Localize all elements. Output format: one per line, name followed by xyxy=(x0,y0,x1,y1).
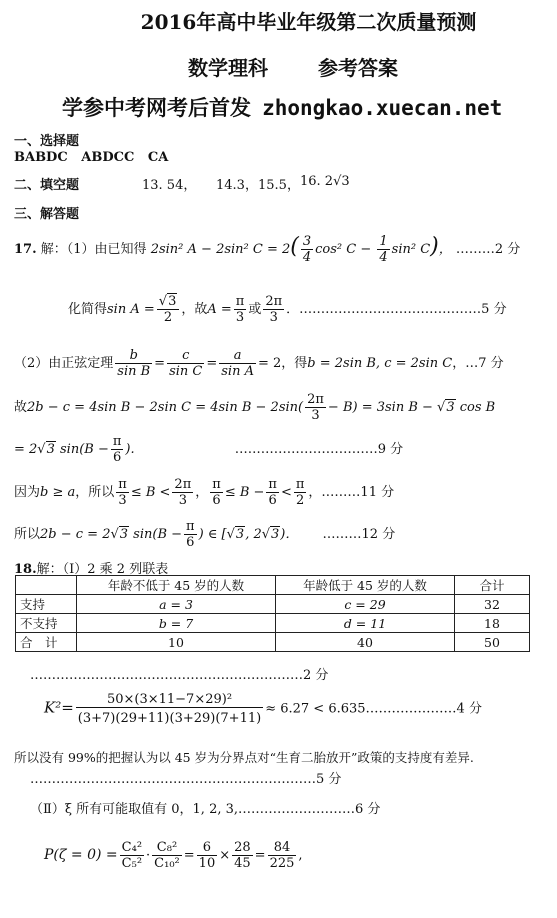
q18-score-6: ………………………6 分 xyxy=(238,802,381,817)
q17-eq1: 2sin² A − 2sin² C = 2( $\frac{3}{4}$ cos² C − $\frac{1}{4}$ sin² C)， xyxy=(150,234,452,265)
q18-conclusion: 所以没有 99%的把握认为以 45 岁为分界点对“生育二胎放开”政策的支持度有差异. xyxy=(14,750,474,765)
fill-answer-15: 15.5， xyxy=(258,178,300,193)
k2-formula: K²= $\frac{\text{50×(3×11−7×29)²}}{(3+7)(29+11)(3+29)(7+11)}$ ≈ 6.27 < 6.635…………………4 分 xyxy=(44,692,482,726)
q17-line1: 17. 解：（1）由已知得 2sin² A − 2sin² C = 2( $\frac{3}{4}$ cos² C − $\frac{1}{4}$ sin² C)， ………2 分 xyxy=(14,234,521,265)
q18-part2: （Ⅱ）ξ 所有可能取值有 0，1, 2, 3,………………………6 分 xyxy=(30,802,381,817)
q17-score-12: ………12 分 xyxy=(322,527,396,542)
banner-cn: 学参中考网考后首发 xyxy=(62,95,251,120)
choice-answers: BABDC ABDCC CA xyxy=(14,150,169,165)
q17-line4: 故2b − c = 4sin B − 2sin C = 4sin B − 2sin( $\frac{2\pi}{3}$ − B) = 3sin B − √3 cos B xyxy=(14,392,496,423)
q17-score-2: ………2 分 xyxy=(455,242,521,257)
fill-answer-13: 13. 54， xyxy=(142,178,197,193)
q17-line5: = 2√3 sin(B − $\frac{\pi}{6}$ ). ……………………………9 分 xyxy=(14,434,404,465)
table-row: 支持 a = 3 c = 29 32 xyxy=(16,595,530,614)
q18-score-2: ………………………………………………………2 分 xyxy=(30,668,329,683)
fill-answer-16: 16. 2√3 xyxy=(300,174,350,189)
table-row: 不支持 b = 7 d = 11 18 xyxy=(16,614,530,633)
banner-url: zhongkao.xuecan.net xyxy=(262,96,503,120)
q17-score-11: ，………11 分 xyxy=(308,485,395,500)
q18-intro: 18.解：（Ⅰ）2 乘 2 列联表 xyxy=(14,562,169,577)
subtitle-answer: 参考答案 xyxy=(318,56,398,80)
q17-score-7: ，…7 分 xyxy=(452,356,504,371)
probability-formula: P(ζ = 0) = $\frac{\text{C₄²}}{\text{C₅²}}$ · $\frac{\text{C₈²}}{\text{C₁₀²}}$ = $\frac{6}{10}$ × $\frac{28}{45}$ = $\frac{84}{225}$ , xyxy=(44,840,303,871)
page-title: 2016年高中毕业年级第二次质量预测 xyxy=(140,10,477,34)
k2-result: ≈ 6.27 < 6.635 xyxy=(265,701,366,717)
contingency-table xyxy=(15,575,530,652)
section-solve-heading: 三、解答题 xyxy=(14,207,80,222)
q18-number: 18. xyxy=(14,562,37,577)
q17-line3: （2）由正弦定理 $\frac{b}{\text{sin B}}$ = $\frac{c}{\text{sin C}}$ = $\frac{a}{\text{sin A}}$ = 2，得b = 2sin B, c = 2sin C，…7 分 xyxy=(14,348,504,379)
table-header-row: 年龄不低于 45 岁的人数 年龄低于 45 岁的人数 合计 xyxy=(16,576,530,595)
q17-line6: 因为b ≥ a，所以 $\frac{\pi}{3}$ ≤ B < $\frac{2\pi}{3}$ ， $\frac{\pi}{6}$ ≤ B − $\frac{\pi}{6}$ < $\frac{\pi}{2}$ ，………11 分 xyxy=(14,477,395,508)
q17-number: 17. xyxy=(14,242,37,257)
q17-score-5: ．……………………………………5 分 xyxy=(286,302,507,317)
q17-score-9: ……………………………9 分 xyxy=(234,442,404,457)
section-choice-heading: 一、选择题 xyxy=(14,134,80,149)
section-fill-heading: 二、填空题 xyxy=(14,178,80,193)
q17-line2: 化简得sin A = $\frac{√3}{2}$ ，故A = $\frac{\pi}{3}$ 或 $\frac{2\pi}{3}$ ．……………………………………5 分 xyxy=(68,294,507,325)
source-banner xyxy=(62,92,502,122)
q18-score-4: …………………4 分 xyxy=(365,701,482,717)
table-row: 合 计 10 40 50 xyxy=(16,633,530,652)
fill-answer-14: 14.3， xyxy=(216,178,258,193)
subtitle-subject: 数学理科 xyxy=(188,56,268,80)
q17-line7: 所以2b − c = 2√3 sin(B − $\frac{\pi}{6}$ ) ∈ [√3, 2√3)． ………12 分 xyxy=(14,519,396,550)
q18-score-5: …………………………………………………………5 分 xyxy=(30,772,342,787)
